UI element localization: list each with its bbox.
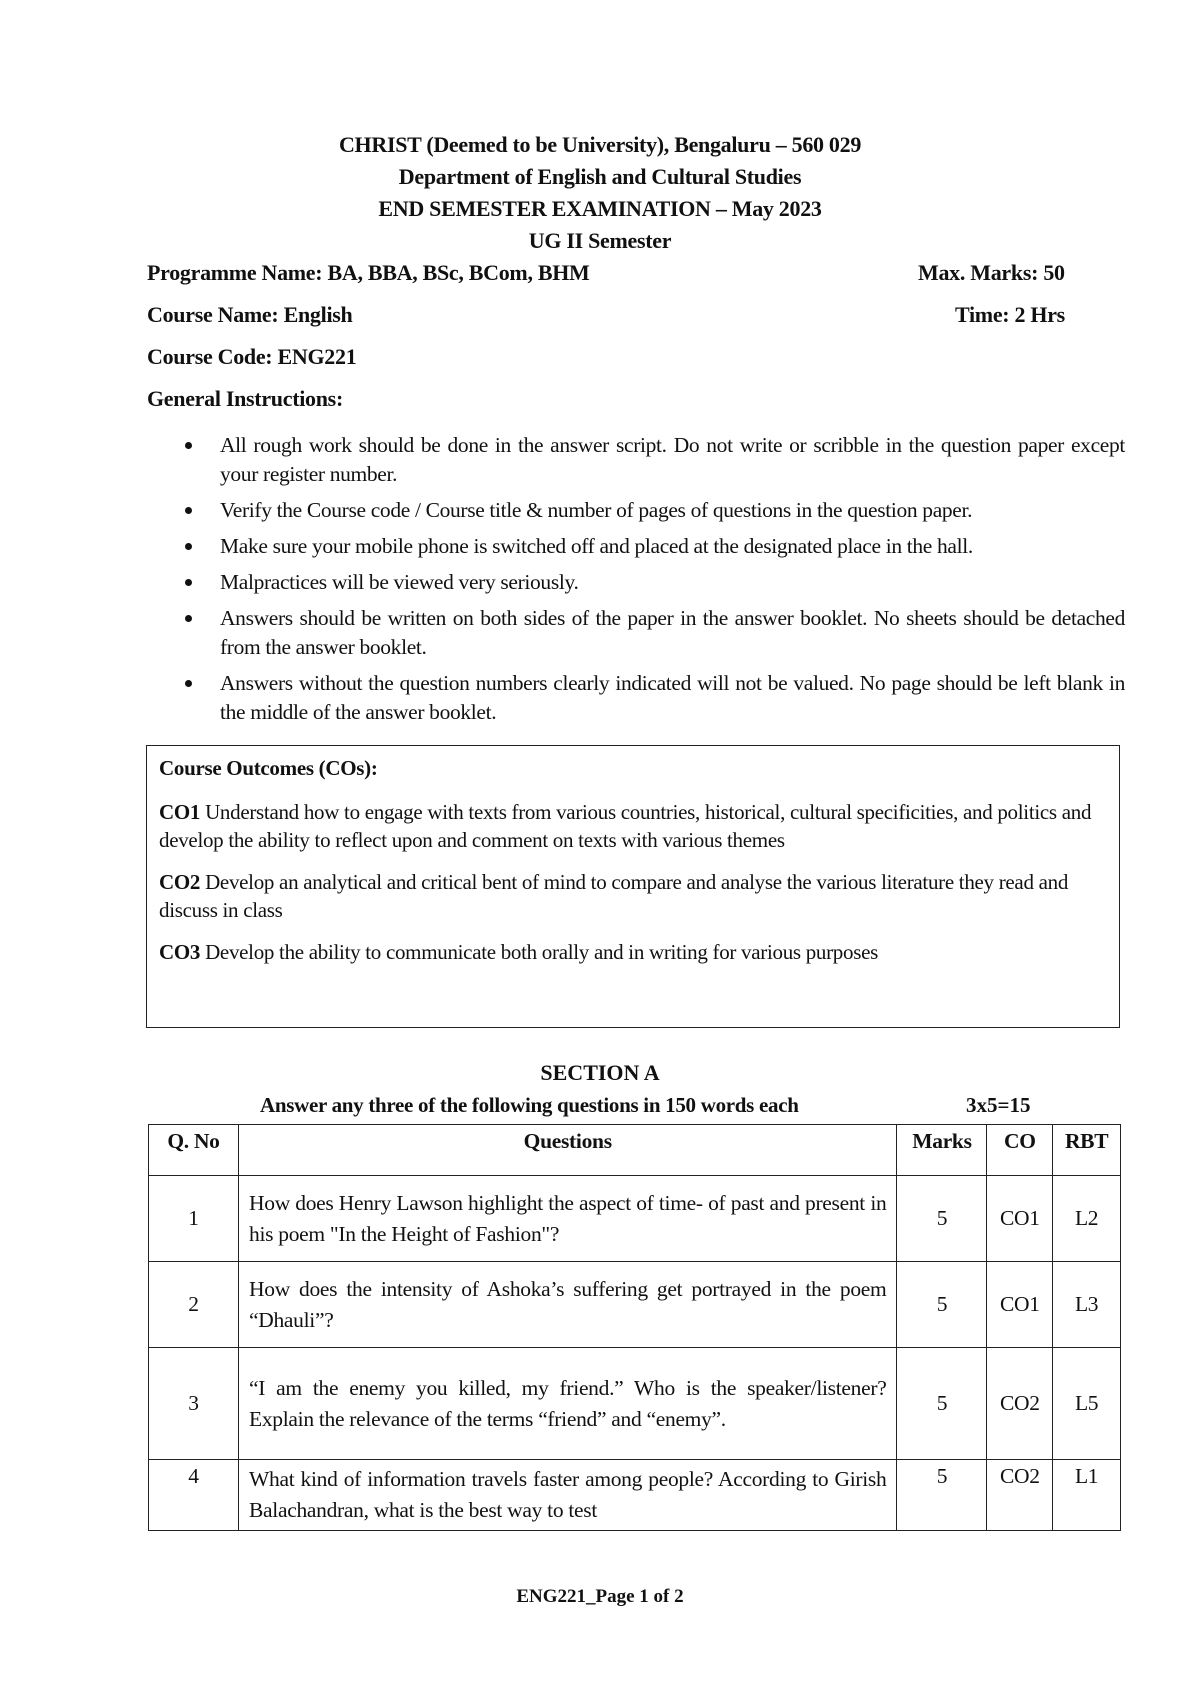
question-marks: 5 xyxy=(897,1176,987,1262)
section-a-title: SECTION A xyxy=(540,1060,660,1085)
question-co: CO2 xyxy=(987,1460,1053,1531)
instruction-item: Malpractices will be viewed very seriously. xyxy=(165,568,1125,597)
question-text: What kind of information travels faster among people? According to Girish Balachandran, what is the best way to test xyxy=(239,1460,897,1531)
table-row xyxy=(149,1176,1121,1262)
section-a-instruction: Answer any three of the following questions in 150 words each xyxy=(260,1093,799,1117)
programme-name: Programme Name: BA, BBA, BSc, BCom, BHM xyxy=(147,260,590,285)
header-co: CO xyxy=(987,1125,1053,1176)
table-row xyxy=(149,1460,1121,1531)
question-number: 3 xyxy=(149,1348,239,1460)
general-instructions-heading: General Instructions: xyxy=(147,386,343,411)
course-outcome-item xyxy=(159,798,1107,854)
page-footer: ENG221_Page 1 of 2 xyxy=(516,1586,684,1607)
question-co: CO2 xyxy=(987,1348,1053,1460)
exam-title: END SEMESTER EXAMINATION – May 2023 xyxy=(378,196,822,221)
semester-label: UG II Semester xyxy=(528,228,672,253)
header-marks: Marks xyxy=(897,1125,987,1176)
question-marks: 5 xyxy=(897,1460,987,1531)
co-text: Understand how to engage with texts from various countries, historical, cultural specificities, and politics and develop the ability to reflect upon and comment on texts with various themes xyxy=(159,800,1092,852)
instruction-item: Answers should be written on both sides of the paper in the answer booklet. No sheets should be detached from the answer booklet. xyxy=(165,604,1125,662)
question-co: CO1 xyxy=(987,1176,1053,1262)
question-number: 2 xyxy=(149,1262,239,1348)
instruction-item: Verify the Course code / Course title & number of pages of questions in the question paper. xyxy=(165,496,1125,525)
exam-time: Time: 2 Hrs xyxy=(955,302,1065,327)
question-text: How does the intensity of Ashoka’s suffering get portrayed in the poem “Dhauli”? xyxy=(239,1262,897,1348)
university-name: CHRIST (Deemed to be University), Bengaluru – 560 029 xyxy=(338,132,862,157)
co-text: Develop the ability to communicate both orally and in writing for various purposes xyxy=(205,940,878,964)
course-name: Course Name: English xyxy=(147,302,353,327)
table-row xyxy=(149,1262,1121,1348)
table-header-row xyxy=(149,1125,1121,1176)
instruction-item: Answers without the question numbers clearly indicated will not be valued. No page should be left blank in the middle of the answer booklet. xyxy=(165,669,1125,727)
course-outcome-item xyxy=(159,938,1107,966)
co-code: CO1 xyxy=(159,800,201,824)
questions-table xyxy=(148,1124,1121,1531)
question-text: How does Henry Lawson highlight the aspect of time- of past and present in his poem "In the Height of Fashion"? xyxy=(239,1176,897,1262)
co-text: Develop an analytical and critical bent of mind to compare and analyse the various literature they read and discuss in class xyxy=(159,870,1069,922)
course-code: Course Code: ENG221 xyxy=(147,344,357,369)
question-text: “I am the enemy you killed, my friend.” Who is the speaker/listener? Explain the relevance of the terms “friend” and “enemy”. xyxy=(239,1348,897,1460)
question-number: 1 xyxy=(149,1176,239,1262)
question-marks: 5 xyxy=(897,1262,987,1348)
header-questions: Questions xyxy=(239,1125,897,1176)
co-code: CO2 xyxy=(159,870,201,894)
question-co: CO1 xyxy=(987,1262,1053,1348)
section-a-marks: 3x5=15 xyxy=(966,1093,1031,1117)
course-outcomes-box xyxy=(146,745,1120,1028)
course-outcomes-title: Course Outcomes (COs): xyxy=(159,756,378,780)
course-outcome-item xyxy=(159,868,1107,924)
co-code: CO3 xyxy=(159,940,201,964)
department-name: Department of English and Cultural Studies xyxy=(398,164,802,189)
question-rbt: L3 xyxy=(1053,1262,1121,1348)
instructions-list xyxy=(165,431,1125,734)
instruction-item: Make sure your mobile phone is switched off and placed at the designated place in the hall. xyxy=(165,532,1125,561)
question-number: 4 xyxy=(149,1460,239,1531)
question-rbt: L5 xyxy=(1053,1348,1121,1460)
max-marks: Max. Marks: 50 xyxy=(918,260,1065,285)
table-row xyxy=(149,1348,1121,1460)
header-rbt: RBT xyxy=(1053,1125,1121,1176)
header-qno: Q. No xyxy=(149,1125,239,1176)
question-rbt: L2 xyxy=(1053,1176,1121,1262)
instruction-item: All rough work should be done in the answer script. Do not write or scribble in the question paper except your register number. xyxy=(165,431,1125,489)
question-marks: 5 xyxy=(897,1348,987,1460)
question-rbt: L1 xyxy=(1053,1460,1121,1531)
